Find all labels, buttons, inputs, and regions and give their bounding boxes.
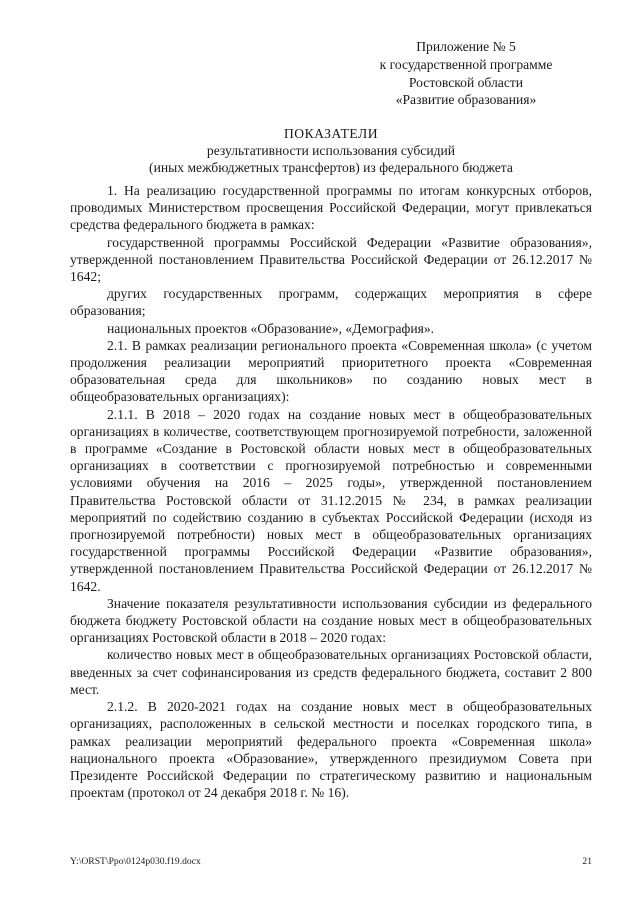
paragraph-5: 2.1. В рамках реализации регионального проекта «Современная школа» (с учетом продолжения реализации мероприятий приоритетного проекта «Современная образовательная среда для школьников» по созданию новых мест в общеобразовательных организациях): bbox=[70, 337, 592, 405]
paragraph-3: других государственных программ, содержащих мероприятия в сфере образования; bbox=[70, 286, 592, 319]
page-number: 21 bbox=[582, 856, 592, 867]
appendix-line-4: «Развитие образования» bbox=[395, 92, 537, 108]
document-body bbox=[70, 182, 592, 801]
heading-title: ПОКАЗАТЕЛИ bbox=[283, 126, 379, 141]
appendix-line-1: Приложение № 5 bbox=[416, 39, 516, 54]
appendix-note bbox=[336, 38, 596, 109]
paragraph-1: 1. На реализацию государственной программы по итогам конкурсных отборов, проводимых Министерством просвещения Российской Федерации, могут привлекаться средства федерального бюджета в рамках: bbox=[70, 183, 592, 233]
appendix-line-2: к государственной программе bbox=[379, 56, 553, 72]
page-footer bbox=[70, 856, 592, 867]
heading-subtitle-1: результативности использования субсидий bbox=[206, 143, 456, 159]
paragraph-7: Значение показателя результативности использования субсидии из федерального бюджета бюджету Ростовской области на создание новых мест в общеобразовательных организациях Ростовской области в 2018 – 2020 годах: bbox=[70, 595, 592, 646]
paragraph-6: 2.1.1. В 2018 – 2020 годах на создание новых мест в общеобразовательных организациях в количестве, соответствующем прогнозируемой потребности, заложенной в программе «Создание в Ростовской области новых мест в общеобразовательных организациях в соответствии с прогнозируемой потребностью и современными условиями обучения на 2016 – 2025 годы», утвержденной постановлением Правительства Ростовской области от 31.12.2015 № 234, в рамках реализации мероприятий по содействию созданию в субъектах Российской Федерации (исходя из прогнозируемой потребности) новых мест в общеобразовательных организациях государственной программы Российской Федерации «Развитие образования», утвержденной постановлением Правительства Российской Федерации от 26.12.2017 № 1642. bbox=[70, 406, 592, 594]
paragraph-2: государственной программы Российской Федерации «Развитие образования», утвержденной постановлением Правительства Российской Федерации от 26.12.2017 № 1642; bbox=[70, 234, 592, 285]
document-heading bbox=[70, 125, 592, 177]
appendix-line-3: Ростовской области bbox=[408, 74, 524, 90]
file-path: Y:\ORST\Ppo\0124p030.f19.docx bbox=[70, 856, 201, 867]
heading-subtitle-2: (иных межбюджетных трансфертов) из федерального бюджета bbox=[149, 160, 513, 176]
paragraph-8: количество новых мест в общеобразовательных организациях Ростовской области, введенных за счет софинансирования из средств федерального бюджета, составит 2 800 мест. bbox=[70, 647, 592, 697]
paragraph-4: национальных проектов «Образование», «Демография». bbox=[107, 320, 435, 336]
paragraph-9: 2.1.2. В 2020-2021 годах на создание новых мест в общеобразовательных организациях, расположенных в сельской местности и поселках городского типа, в рамках реализации мероприятий федерального проекта «Современная школа» национального проекта «Образование», утвержденного президиумом Совета при Президенте Российской Федерации по стратегическому развитию и национальным проектам (протокол от 24 декабря 2018 г. № 16). bbox=[70, 699, 592, 801]
